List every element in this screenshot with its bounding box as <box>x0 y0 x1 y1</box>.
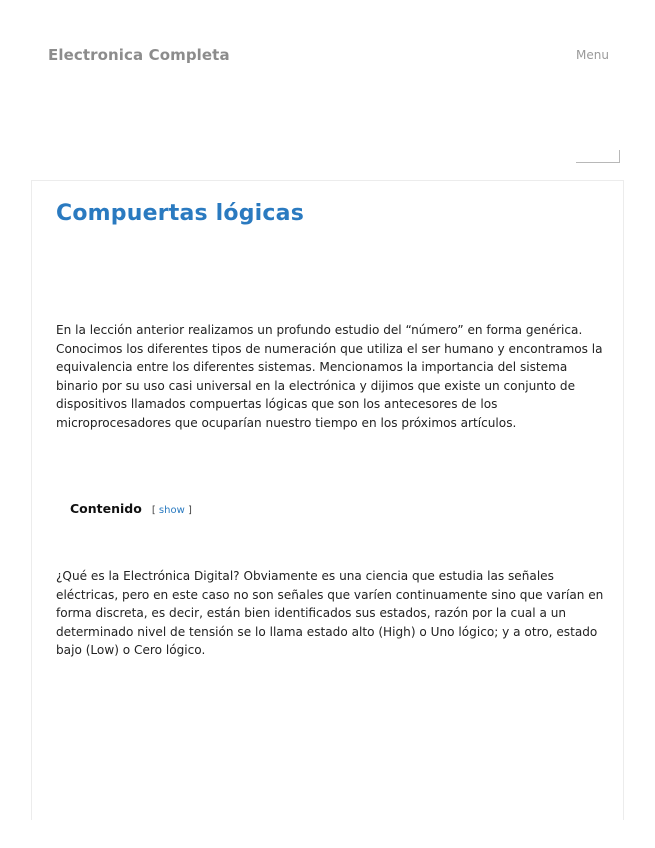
site-title-link[interactable]: Electronica Completa <box>48 46 230 64</box>
toc-title: Contenido <box>70 501 142 516</box>
toc-show-link[interactable]: show <box>158 505 185 516</box>
page-title: Compuertas lógicas <box>56 201 305 226</box>
article-card <box>31 180 624 820</box>
toc-bracket-open: [ <box>151 505 156 516</box>
toc-toggle <box>152 505 192 516</box>
table-of-contents <box>70 501 192 516</box>
toc-bracket-close: ] <box>187 505 192 516</box>
search-toggle[interactable] <box>576 150 620 163</box>
intro-paragraph: En la lección anterior realizamos un profundo estudio del “número” en forma genérica. Conocimos los diferentes tipos de numeración que utiliza el ser humano y encontramos la equivalencia entre los diferentes sistemas. Mencionamos la importancia del sistema binario por su uso casi universal en la electrónica y dijimos que existe un conjunto de dispositivos llamados compuertas lógicas que son los antecesores de los microprocesadores que ocuparían nuestro tiempo en los próximos artículos. <box>56 323 603 430</box>
body-paragraph: ¿Qué es la Electrónica Digital? Obviamente es una ciencia que estudia las señales eléctricas, pero en este caso no son señales que varíen continuamente sino que varían en forma discreta, es decir, están bien identificados sus estados, razón por la cual a un determinado nivel de tensión se lo llama estado alto (High) o Uno lógico; y a otro, estado bajo (Low) o Cero lógico. <box>56 569 604 657</box>
menu-button[interactable]: Menu <box>576 48 609 62</box>
